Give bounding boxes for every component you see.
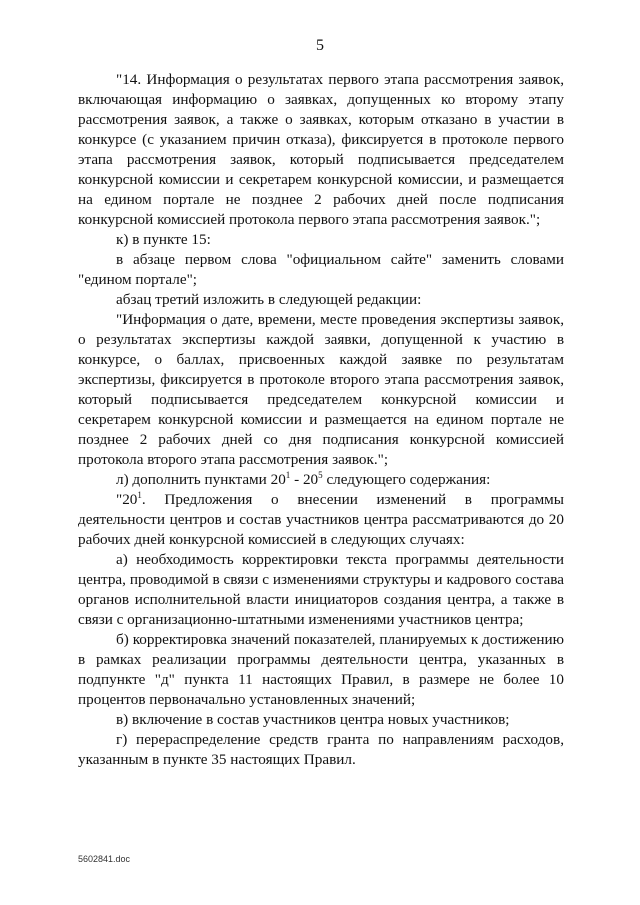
page-number: 5 [316, 37, 324, 54]
footer-filename: 5602841.doc [78, 854, 131, 864]
list-item-b: б) корректировка значений показателей, планируемых к достижению в рамках реализации программы деятельности центра, указанных в подпункте "д" пункта 11 настоящих Правил, в размере не более 10 процентов первоначально установленных значений; [78, 631, 564, 708]
item-l-text-middle: - 20 [290, 471, 319, 488]
paragraph-abzac-pervyi: в абзаце первом слова "официальном сайте" заменить словами "едином портале"; [78, 251, 564, 288]
p20-1-sup: 1 [137, 489, 142, 500]
document-body [78, 70, 564, 770]
list-item-g: г) перераспределение средств гранта по направлениям расходов, указанным в пункте 35 настоящих Правил. [78, 731, 564, 768]
paragraph-informaciya-expertiza: "Информация о дате, времени, месте проведения экспертизы заявок, о результатах экспертизы каждой заявки, допущенной к участию в конкурсе, о баллах, присвоенных каждой заявке по результатам экспертизы, фиксируется в протоколе второго этапа рассмотрения заявок, который подписывается председателем конкурсной комиссии и секретарем конкурсной комиссии и размещается на едином портале не позднее 2 рабочих дней со дня подписания конкурсной комиссией протокола второго этапа рассмотрения заявок."; [78, 311, 564, 468]
paragraph-14: "14. Информация о результатах первого этапа рассмотрения заявок, включающая информацию о заявках, допущенных ко второму этапу рассмотрения заявок, а также о заявках, которым отказано в участии в конкурсе (с указанием причин отказа), фиксируется в протоколе первого этапа рассмотрения заявок, который подписывается председателем конкурсной комиссии и секретарем конкурсной комиссии, и размещается на едином портале не позднее 2 рабочих дней после подписания конкурсной комиссией протокола первого этапа рассмотрения заявок."; [78, 71, 564, 228]
item-l-text-before: л) дополнить пунктами 20 [116, 471, 286, 488]
paragraph-item-l [78, 470, 564, 490]
p20-1-text-before: "20 [116, 491, 138, 508]
p20-1-text-after: . Предложения о внесении изменений в программы деятельности центров и состав участников центра рассматриваются до 20 рабочих дней конкурсной комиссией в следующих случаях: [78, 491, 564, 548]
list-item-a: а) необходимость корректировки текста программы деятельности центра, проводимой в связи с изменениями структуры и кадрового состава органов исполнительной власти инициаторов создания центра, а также в связи с организационно-штатными изменениями участников центра; [78, 551, 564, 628]
item-l-sup-2: 5 [318, 469, 323, 480]
paragraph-item-k: к) в пункте 15: [116, 231, 211, 248]
list-item-v: в) включение в состав участников центра новых участников; [116, 711, 510, 728]
paragraph-20-1 [78, 490, 564, 550]
paragraph-abzac-tretii: абзац третий изложить в следующей редакции: [116, 291, 422, 308]
item-l-sup-1: 1 [285, 469, 291, 480]
item-l-text-after: следующего содержания: [322, 471, 491, 488]
